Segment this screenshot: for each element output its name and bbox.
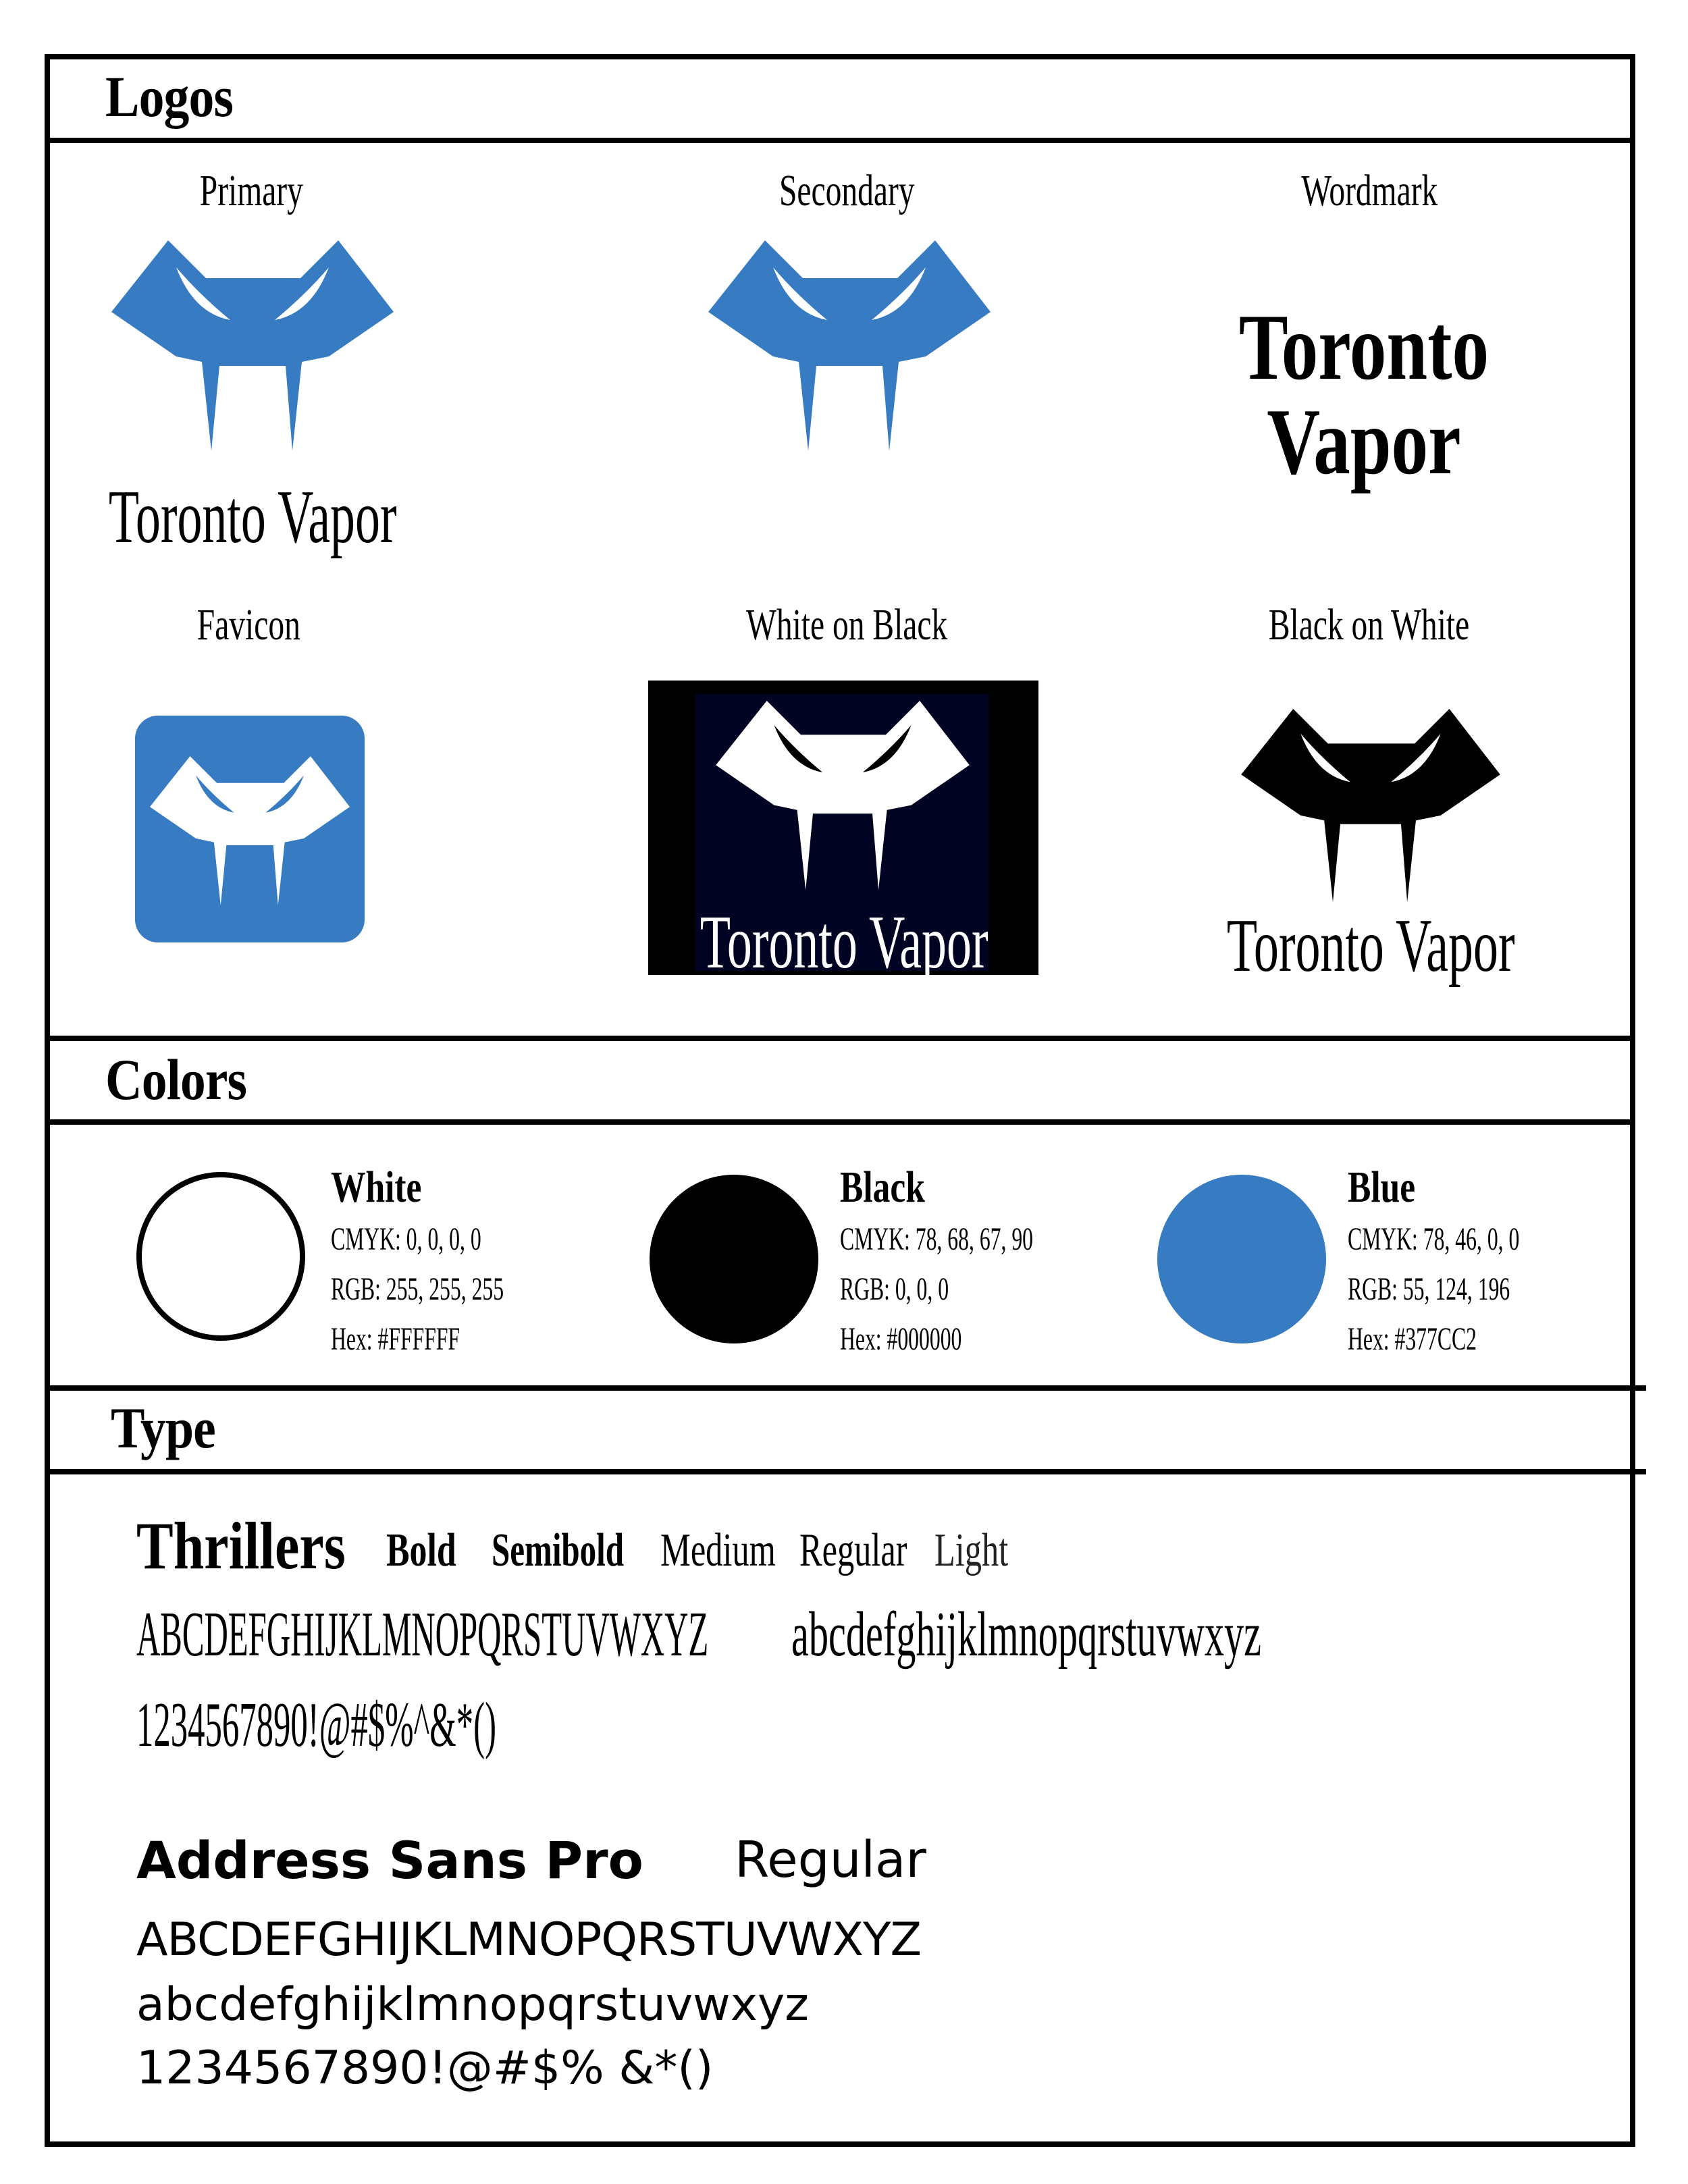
address-lowercase: abcdefghijklmnopqrstuvwxyz: [136, 1978, 809, 2031]
label-wordmark: Wordmark: [1300, 166, 1438, 215]
weight-bold: Bold: [386, 1524, 456, 1576]
color-rgb-white: RGB: 255, 255, 255: [331, 1271, 504, 1307]
thrillers-digits: 1234567890!@#$%^&*(): [136, 1690, 496, 1760]
favicon-tile: [135, 716, 365, 942]
section-title-logos: Logos: [105, 64, 234, 129]
divider: [45, 1385, 1646, 1391]
black-logo-text: Toronto Vapor: [1226, 904, 1515, 988]
color-hex-black: Hex: #000000: [840, 1321, 962, 1357]
walrus-mask-icon: [716, 701, 970, 893]
divider: [45, 1036, 1635, 1041]
walrus-mask-icon: [111, 240, 394, 454]
label-favicon: Favicon: [196, 600, 300, 649]
font-name-address-sans: Address Sans Pro: [136, 1830, 643, 1890]
weight-regular: Regular: [799, 1524, 907, 1576]
color-name-white: White: [331, 1163, 422, 1212]
wordmark-text: Toronto Vapor: [1238, 295, 1489, 494]
primary-logo-text: Toronto Vapor: [108, 475, 397, 559]
divider: [45, 1469, 1646, 1474]
color-rgb-blue: RGB: 55, 124, 196: [1348, 1271, 1510, 1307]
swatch-white: [136, 1172, 305, 1341]
color-name-black: Black: [840, 1163, 925, 1212]
section-title-type: Type: [111, 1395, 215, 1460]
walrus-mask-icon: [708, 240, 991, 454]
address-weight-regular: Regular: [735, 1831, 926, 1889]
swatch-blue: [1157, 1175, 1326, 1343]
color-hex-white: Hex: #FFFFFF: [331, 1321, 460, 1357]
thrillers-uppercase: ABCDEFGHIJKLMNOPQRSTUVWXYZ: [136, 1599, 709, 1670]
color-cmyk-black: CMYK: 78, 68, 67, 90: [840, 1221, 1034, 1257]
color-cmyk-white: CMYK: 0, 0, 0, 0: [331, 1221, 481, 1257]
label-black-on-white: Black on White: [1269, 600, 1470, 649]
address-digits: 1234567890!@#$% &*(): [136, 2042, 714, 2095]
weight-medium: Medium: [660, 1524, 776, 1576]
divider: [45, 1119, 1635, 1125]
divider: [45, 138, 1635, 143]
color-rgb-black: RGB: 0, 0, 0: [840, 1271, 949, 1307]
walrus-mask-icon: [150, 756, 350, 907]
walrus-mask-icon: [1241, 709, 1500, 905]
color-hex-blue: Hex: #377CC2: [1348, 1321, 1477, 1357]
color-name-blue: Blue: [1348, 1163, 1416, 1212]
weight-semibold: Semibold: [492, 1524, 625, 1576]
swatch-black: [650, 1175, 818, 1343]
white-logo-text: Toronto Vapor: [700, 901, 988, 984]
label-primary: Primary: [199, 166, 303, 215]
font-name-thrillers: Thrillers: [136, 1508, 346, 1583]
weight-light: Light: [934, 1524, 1009, 1576]
color-cmyk-blue: CMYK: 78, 46, 0, 0: [1348, 1221, 1520, 1257]
section-title-colors: Colors: [105, 1047, 247, 1112]
address-uppercase: ABCDEFGHIJKLMNOPQRSTUVWXYZ: [136, 1913, 922, 1967]
white-on-black-logo: [648, 681, 1038, 984]
label-secondary: Secondary: [779, 166, 915, 215]
thrillers-lowercase: abcdefghijklmnopqrstuvwxyz: [791, 1599, 1261, 1670]
label-white-on-black: White on Black: [745, 600, 948, 649]
